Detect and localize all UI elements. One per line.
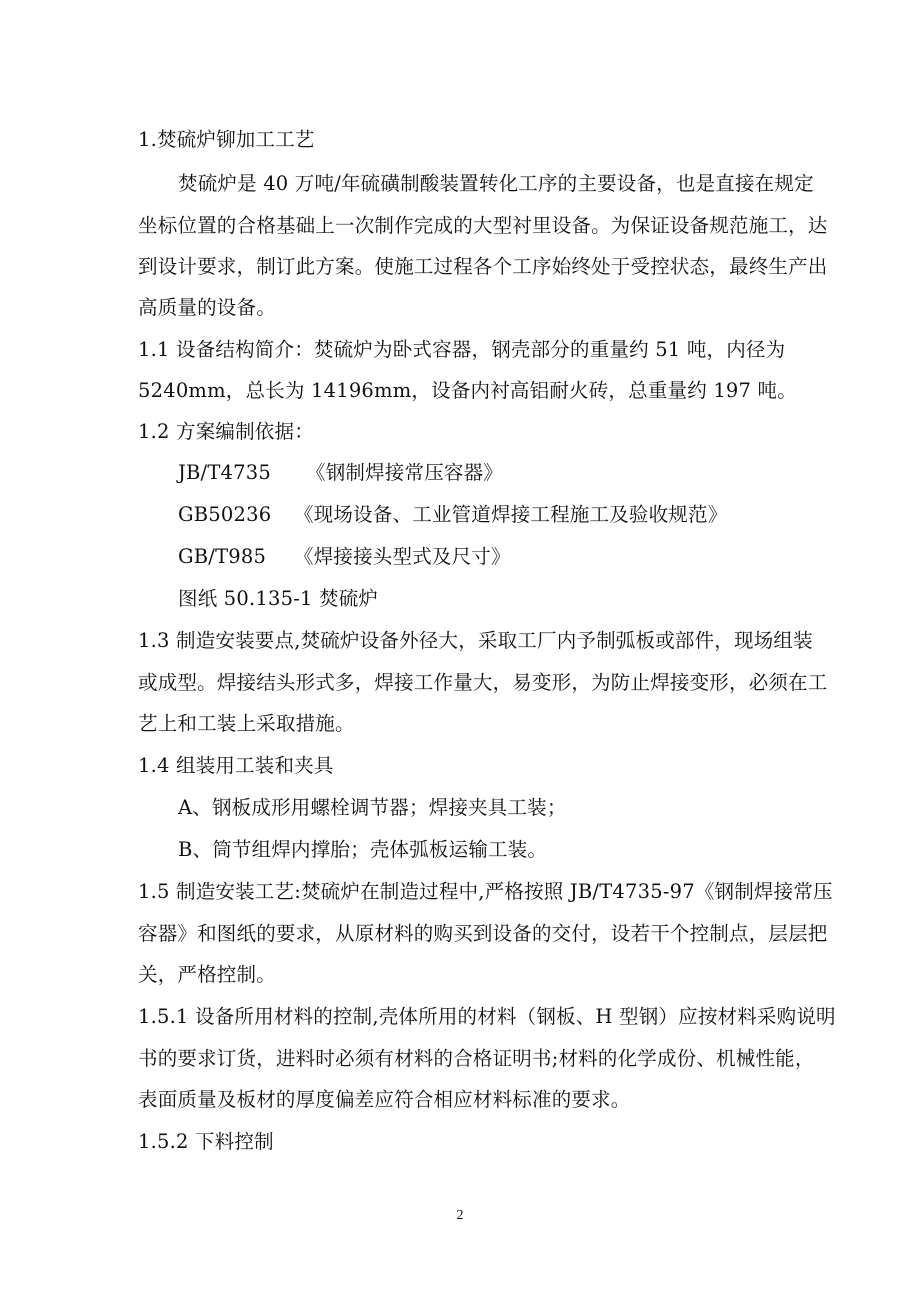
page-number: 2 xyxy=(456,1208,464,1223)
section-1-4-title: 1.4 组装用工装和夹具 xyxy=(138,754,334,777)
intro-line-1: 焚硫炉是 40 万吨/年硫磺制酸装置转化工序的主要设备，也是直接在规定 xyxy=(178,172,814,195)
tooling-item-a: A、钢板成形用螺栓调节器；焊接夹具工装； xyxy=(178,796,567,819)
section-1-1-line-1: 1.1 设备结构简介：焚硫炉为卧式容器，钢壳部分的重量约 51 吨，内径为 xyxy=(138,338,786,361)
section-1-2-title: 1.2 方案编制依据： xyxy=(138,420,314,443)
standard-item xyxy=(178,461,503,485)
standard-name: 《钢制焊接常压容器》 xyxy=(306,461,504,484)
intro-line-2: 坐标位置的合格基础上一次制作完成的大型衬里设备。为保证设备规范施工，达 xyxy=(138,214,828,237)
section-1-5-1-line-2: 书的要求订货，进料时必须有材料的合格证明书;材料的化学成份、机械性能， xyxy=(138,1047,815,1070)
standard-item xyxy=(178,503,727,527)
section-title: 1.焚硫炉铆加工工艺 xyxy=(138,128,315,151)
intro-line-3: 到设计要求，制订此方案。使施工过程各个工序始终处于受控状态，最终生产出 xyxy=(138,255,828,278)
section-1-1-line-2: 5240mm，总长为 14196mm，设备内衬高铝耐火砖，总重量约 197 吨。 xyxy=(138,379,797,402)
section-1-3-line-2: 或成型。焊接结头形式多，焊接工作量大，易变形，为防止焊接变形，必须在工 xyxy=(138,671,828,694)
section-1-5-line-1: 1.5 制造安装工艺:焚硫炉在制造过程中,严格按照 JB/T4735-97《钢制焊接常压 xyxy=(138,880,833,903)
standard-name: 《焊接接头型式及尺寸》 xyxy=(294,545,511,568)
section-1-3-line-3: 艺上和工装上采取措施。 xyxy=(138,712,355,735)
section-1-5-line-2: 容器》和图纸的要求，从原材料的购买到设备的交付，设若干个控制点，层层把 xyxy=(138,922,828,945)
section-1-5-2-title: 1.5.2 下料控制 xyxy=(138,1130,274,1153)
section-1-5-1-line-3: 表面质量及板材的厚度偏差应符合相应材料标准的要求。 xyxy=(138,1088,631,1111)
section-1-5-line-3: 关，严格控制。 xyxy=(138,963,276,986)
standard-code: GB50236 xyxy=(178,503,272,526)
section-1-5-1-line-1: 1.5.1 设备所用材料的控制,壳体所用的材料（钢板、H 型钢）应按材料采购说明 xyxy=(138,1005,836,1028)
intro-line-4: 高质量的设备。 xyxy=(138,296,276,319)
drawing-reference: 图纸 50.135-1 焚硫炉 xyxy=(178,587,379,610)
standard-item xyxy=(178,545,511,569)
standard-code: GB/T985 xyxy=(178,545,267,568)
standard-code: JB/T4735 xyxy=(178,461,271,484)
standard-name: 《现场设备、工业管道焊接工程施工及验收规范》 xyxy=(294,503,728,526)
section-1-3-line-1: 1.3 制造安装要点,焚硫炉设备外径大，采取工厂内予制弧板或部件，现场组装 xyxy=(138,629,813,652)
tooling-item-b: B、筒节组焊内撑胎；壳体弧板运输工装。 xyxy=(178,838,548,861)
